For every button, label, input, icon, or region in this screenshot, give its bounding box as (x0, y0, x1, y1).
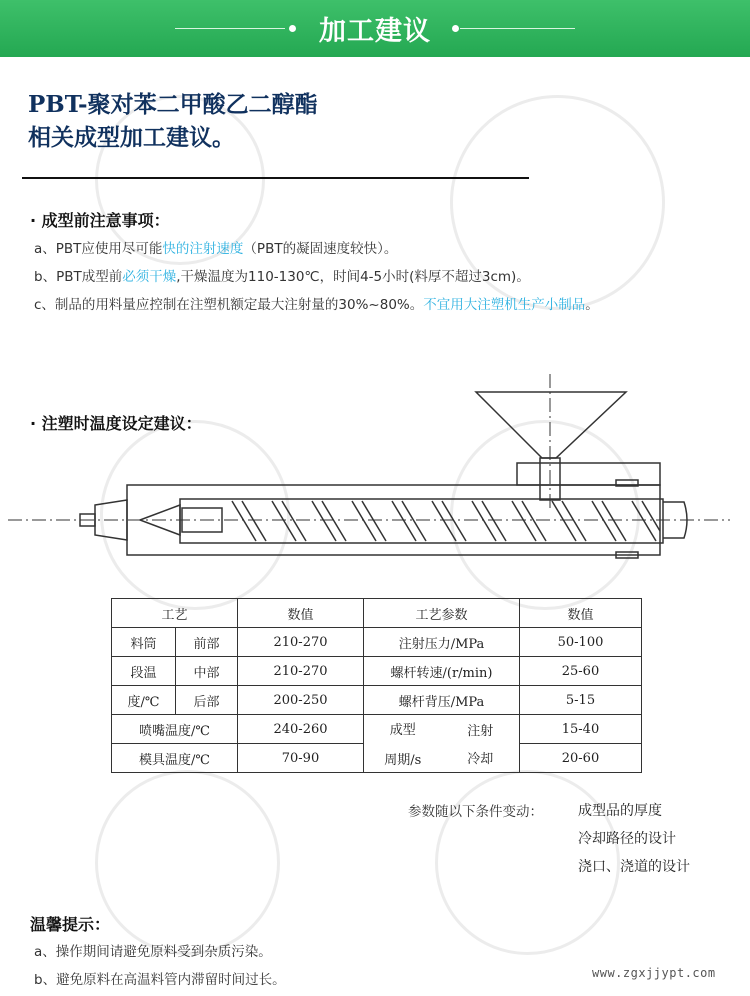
banner-title: 加工建议 (319, 16, 431, 47)
param-back-pressure: 螺杆背压/MPa (364, 686, 520, 715)
zone-rear: 后部 (176, 686, 238, 715)
cool-label: 冷却 (442, 744, 520, 773)
banner-dot-right (452, 25, 459, 32)
precaution-c (34, 293, 599, 313)
banner-dot-left (289, 25, 296, 32)
header-banner (0, 0, 750, 57)
zone-middle: 中部 (176, 657, 238, 686)
watermark-seal (95, 770, 280, 955)
site-watermark: www.zgxjjypt.com (592, 966, 716, 980)
cycle-label (364, 715, 442, 773)
zone-middle-value: 210-270 (238, 657, 364, 686)
hopper (476, 392, 626, 458)
banner-line-right (460, 28, 575, 29)
tips-title: 温馨提示： (30, 915, 111, 934)
temp-section-title: · 注塑时温度设定建议： (30, 414, 202, 433)
header-param-value: 数值 (520, 599, 642, 628)
cycle-label-2: 周期/s (384, 753, 422, 768)
precautions-title: · 成型前注意事项： (30, 211, 170, 230)
cycle-label-1: 成型 (389, 723, 416, 738)
precaution-b-tail: ,干燥温度为110-130℃，时间4-5小时(料厚不超过3cm)。 (176, 269, 530, 285)
param-screw-speed: 螺杆转速/(r/min) (364, 657, 520, 686)
param-back-pressure-value: 5-15 (520, 686, 642, 715)
zone-front: 前部 (176, 628, 238, 657)
inject-value: 15-40 (520, 715, 642, 744)
precaution-a-text: a、PBT应使用尽可能 (34, 241, 163, 257)
zone-front-value: 210-270 (238, 628, 364, 657)
screw-flights (232, 501, 660, 541)
note-item: 成型品的厚度 (578, 803, 662, 819)
header-process-params: 工艺参数 (364, 599, 520, 628)
nozzle-temp-label: 喷嘴温度/℃ (112, 715, 238, 744)
precaution-c-highlight: 不宜用大注塑机生产小制品 (423, 297, 586, 313)
headline-divider (22, 177, 529, 179)
banner-line-left (175, 28, 285, 29)
barrel-label: 料筒 (112, 628, 176, 657)
precaution-b-highlight: 必须干燥 (122, 269, 177, 285)
notes-label: 参数随以下条件变动： (408, 804, 543, 820)
mold-temp-value: 70-90 (238, 744, 364, 773)
cool-value: 20-60 (520, 744, 642, 773)
note-item: 冷却路径的设计 (578, 831, 676, 847)
nozzle-temp-value: 240-260 (238, 715, 364, 744)
precaution-b-text: b、PBT成型前 (34, 269, 123, 285)
param-screw-speed-value: 25-60 (520, 657, 642, 686)
param-injection-pressure-value: 50-100 (520, 628, 642, 657)
precaution-a-highlight: 快的注射速度 (162, 241, 244, 257)
precaution-c-text: c、制品的用料量应控制在注塑机额定最大注射量的30%~80%。 (34, 297, 424, 313)
param-injection-pressure: 注射压力/MPa (364, 628, 520, 657)
headline-line-2: 相关成型加工建议。 (28, 124, 235, 151)
note-item: 浇口、浇道的设计 (578, 859, 690, 875)
header-value: 数值 (238, 599, 364, 628)
tip-item: a、操作期间请避免原料受到杂质污染。 (34, 944, 272, 960)
zone-rear-value: 200-250 (238, 686, 364, 715)
precaution-c-tail: 。 (585, 297, 599, 313)
barrel-label: 段温 (112, 657, 176, 686)
header-process: 工艺 (112, 599, 238, 628)
barrel-label: 度/℃ (112, 686, 176, 715)
parameter-table (111, 598, 642, 773)
headline (28, 88, 318, 154)
tip-item: b、避免原料在高温料管内滞留时间过长。 (34, 972, 286, 988)
mold-temp-label: 模具温度/℃ (112, 744, 238, 773)
precaution-a-tail: （PBT的凝固速度较快）。 (243, 241, 398, 257)
inject-label: 注射 (442, 715, 520, 744)
precaution-a (34, 237, 397, 257)
precaution-b (34, 265, 530, 285)
headline-line-1: PBT-聚对苯二甲酸乙二醇酯 (28, 91, 318, 118)
injection-machine-diagram (0, 368, 750, 578)
